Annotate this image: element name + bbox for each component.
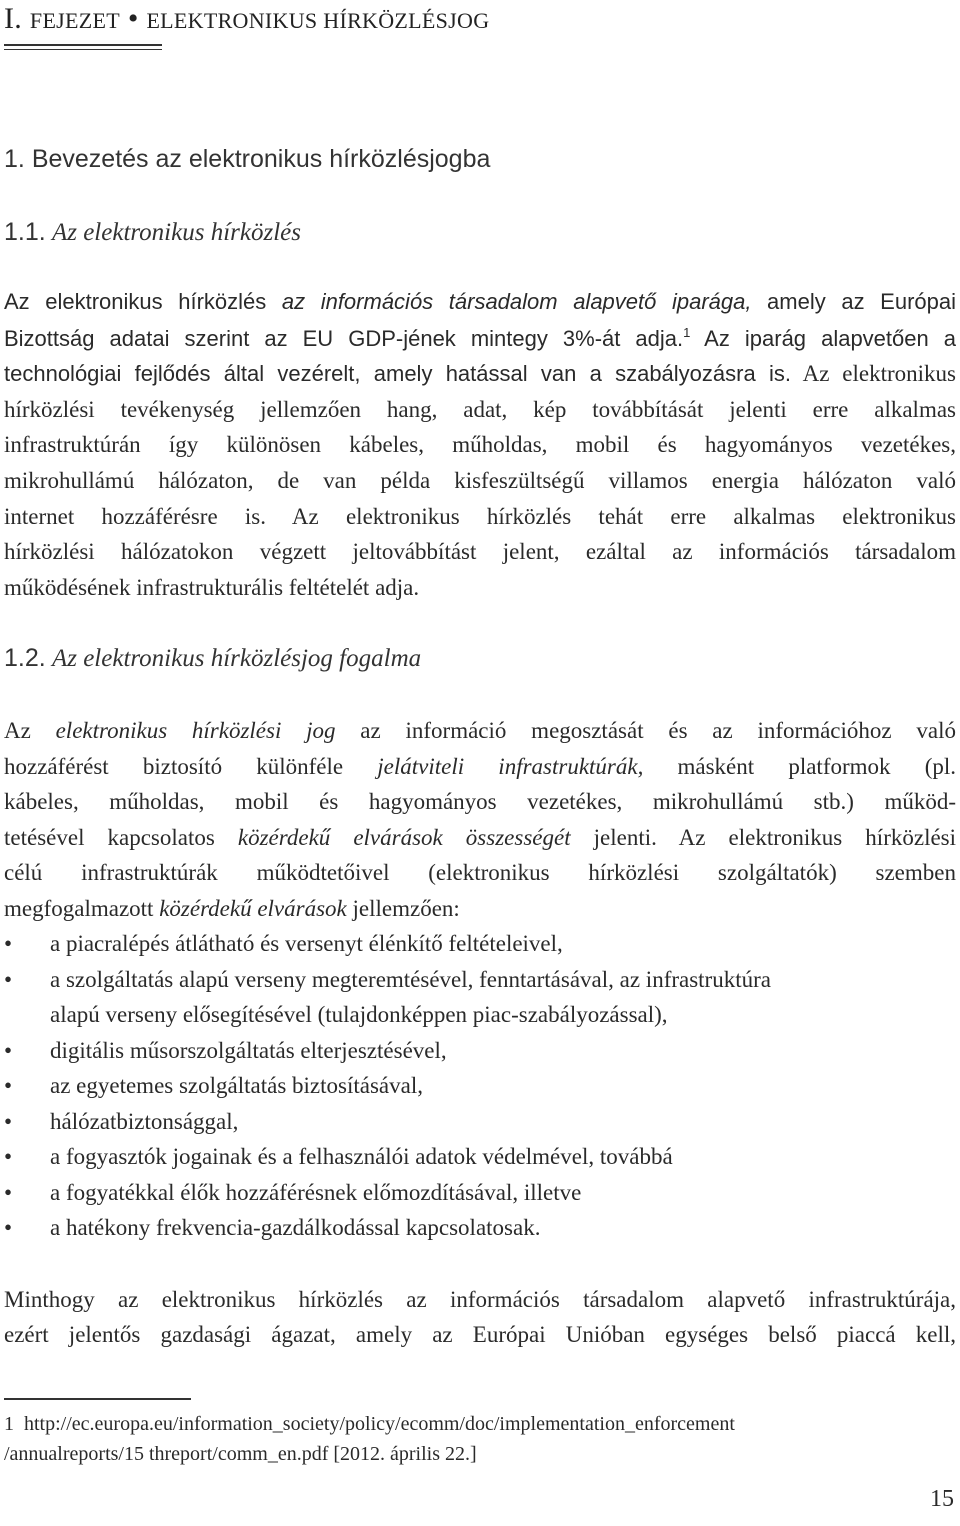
list-item bbox=[4, 1142, 956, 1172]
list-item-text: a fogyasztók jogainak és a felhasználói adatok védelmével, továbbá bbox=[50, 1144, 673, 1169]
list-item-text: a fogyatékkal élők hozzáférésnek előmozdításával, illetve bbox=[50, 1180, 582, 1205]
text-run: Az elektronikus bbox=[790, 361, 956, 386]
bullet-icon: • bbox=[4, 1215, 13, 1240]
text-run: amely az Európai bbox=[751, 289, 956, 314]
bullet-icon: • bbox=[4, 967, 13, 992]
footnote-rule bbox=[4, 1398, 191, 1400]
subsection-title: Az elektronikus hírközlésjog fogalma bbox=[51, 645, 422, 672]
text-run: másként platformok (pl. bbox=[643, 754, 956, 779]
list-item bbox=[4, 1178, 956, 1208]
chapter-number: I. bbox=[4, 2, 23, 35]
bullet-icon: • bbox=[4, 1180, 13, 1205]
paragraph-2-line-1 bbox=[4, 716, 956, 746]
paragraph-1-line-4: hírközlési tevékenység jellemzően hang, adat, kép továbbítását jelenti erre alkalmas bbox=[4, 397, 956, 422]
text-run: Az elektronikus hírközlés bbox=[4, 289, 282, 314]
subsection-heading-1-2 bbox=[4, 644, 421, 673]
subsection-number: 1.2. bbox=[4, 644, 46, 672]
chapter-bullet: • bbox=[127, 2, 139, 35]
italic-run: elektronikus hírközlési jog bbox=[55, 718, 336, 743]
list-item-text: hálózatbiztonsággal, bbox=[50, 1109, 239, 1134]
list-item bbox=[4, 1213, 956, 1243]
bullet-icon: • bbox=[4, 1038, 13, 1063]
list-item bbox=[4, 1107, 956, 1137]
paragraph-2-line-4 bbox=[4, 823, 956, 853]
paragraph-1-line-2 bbox=[4, 324, 956, 354]
bullet-icon: • bbox=[4, 931, 13, 956]
text-run: technológiai fejlődés által vezérelt, amely hatással van a szabályozásra is. bbox=[4, 361, 791, 386]
bullet-icon: • bbox=[4, 1144, 13, 1169]
footnote-number: 1 bbox=[4, 1413, 14, 1435]
italic-run: jelátviteli infrastruktúrák, bbox=[377, 754, 644, 779]
text-run: Bizottság adatai szerint az EU GDP-jének mintegy 3%-át adja. bbox=[4, 326, 684, 351]
chapter-heading bbox=[4, 2, 489, 36]
section-number: 1. bbox=[4, 145, 25, 173]
section-heading-1 bbox=[4, 145, 490, 174]
chapter-label: FEJEZET bbox=[29, 8, 120, 33]
italic-run: közérdekű elvárások bbox=[159, 896, 347, 921]
text-run: az információ megosztását és az információhoz való bbox=[335, 718, 956, 743]
paragraph-2-line-2 bbox=[4, 752, 956, 782]
bullet-icon: • bbox=[4, 1073, 13, 1098]
list-item-text: a hatékony frekvencia-gazdálkodással kapcsolatosak. bbox=[50, 1215, 541, 1240]
subsection-title: Az elektronikus hírközlés bbox=[51, 219, 301, 246]
paragraph-1-line-1 bbox=[4, 287, 956, 317]
subsection-heading-1-1 bbox=[4, 218, 301, 247]
text-run: Az bbox=[4, 718, 56, 743]
paragraph-1-line-5: infrastruktúrán így különösen kábeles, műholdas, mobil és hagyományos vezetékes, bbox=[4, 432, 956, 457]
chapter-rule-bottom bbox=[4, 49, 162, 50]
paragraph-1-line-6: mikrohullámú hálózaton, de van példa kisfeszültségű villamos energia hálózaton való bbox=[4, 468, 956, 493]
paragraph-3-line-2: ezért jelentős gazdasági ágazat, amely az Európai Unióban egységes belső piaccá kell, bbox=[4, 1322, 956, 1347]
text-run: megfogalmazott bbox=[4, 896, 160, 921]
paragraph-1-line-9: működésének infrastrukturális feltételét adja. bbox=[4, 575, 420, 600]
italic-run: az információs társadalom alapvető iparága, bbox=[281, 289, 752, 314]
footnote-ref: 1 bbox=[683, 325, 691, 340]
text-run: jellemzően: bbox=[346, 896, 460, 921]
text-run: Az iparág alapvetően a bbox=[690, 326, 956, 351]
list-item bbox=[4, 1036, 956, 1066]
footnote-line-2: /annualreports/15 threport/comm_en.pdf [2012. április 22.] bbox=[4, 1443, 477, 1465]
list-item-continuation: alapú verseny elősegítésével (tulajdonképpen piac-szabályozással), bbox=[50, 1002, 668, 1027]
list-item-text: az egyetemes szolgáltatás biztosításával, bbox=[50, 1073, 423, 1098]
list-item bbox=[4, 929, 956, 959]
italic-run: közérdekű elvárások összességét bbox=[237, 825, 571, 850]
page-number: 15 bbox=[930, 1486, 954, 1512]
footnote-line-1 bbox=[4, 1411, 735, 1437]
paragraph-2-line-6 bbox=[4, 894, 956, 924]
bullet-icon: • bbox=[4, 1109, 13, 1134]
paragraph-2-line-3: kábeles, műholdas, mobil és hagyományos vezetékes, mikrohullámú stb.) működ- bbox=[4, 789, 956, 814]
text-run: hozzáférést biztosító különféle bbox=[4, 754, 378, 779]
list-item bbox=[4, 965, 956, 995]
chapter-rule-top bbox=[4, 44, 162, 46]
text-run: tetésével kapcsolatos bbox=[4, 825, 238, 850]
subsection-number: 1.1. bbox=[4, 218, 46, 246]
list-item-text: a szolgáltatás alapú verseny megteremtésével, fenntartásával, az infrastruktúra bbox=[50, 967, 771, 992]
footnote-url: http://ec.europa.eu/information_society/policy/ecomm/doc/implementation_enforcement bbox=[24, 1413, 735, 1435]
list-item-text: digitális műsorszolgáltatás elterjesztésével, bbox=[50, 1038, 447, 1063]
paragraph-2-line-5: célú infrastruktúrák működtetőivel (elektronikus hírközlési szolgáltatók) szemben bbox=[4, 860, 956, 885]
section-title: Bevezetés az elektronikus hírközlésjogba bbox=[31, 145, 491, 173]
chapter-title: ELEKTRONIKUS HÍRKÖZLÉSJOG bbox=[146, 8, 490, 33]
paragraph-3-line-1: Minthogy az elektronikus hírközlés az információs társadalom alapvető infrastruktúrája, bbox=[4, 1287, 956, 1312]
list-item-text: a piacralépés átlátható és versenyt élénkítő feltételeivel, bbox=[50, 931, 563, 956]
paragraph-1-line-8: hírközlési hálózatokon végzett jeltovábbítást jelent, ezáltal az információs társadalom bbox=[4, 539, 956, 564]
paragraph-1-line-7: internet hozzáférésre is. Az elektronikus hírközlés tehát erre alkalmas elektronikus bbox=[4, 504, 956, 529]
list-item bbox=[4, 1071, 956, 1101]
paragraph-1-line-3 bbox=[4, 359, 956, 389]
text-run: jelenti. Az elektronikus hírközlési bbox=[570, 825, 957, 850]
